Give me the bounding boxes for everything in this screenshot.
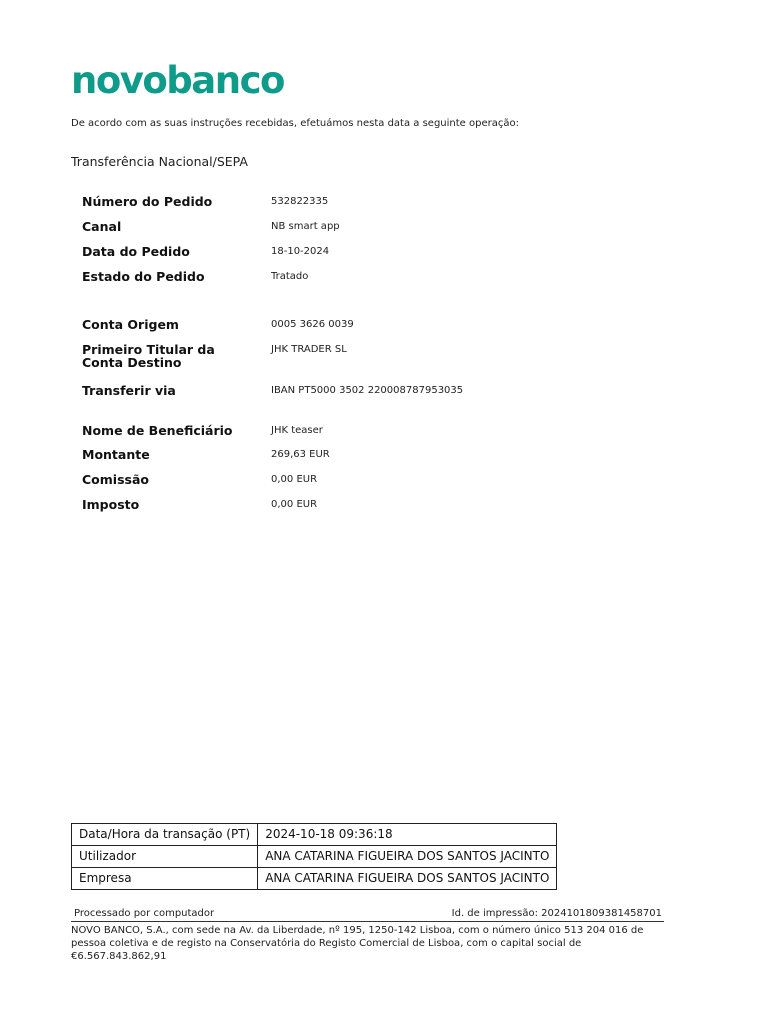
detail-label: Primeiro Titular da Conta Destino	[82, 342, 215, 370]
detail-label: Comissão	[82, 472, 149, 487]
legal-footer: NOVO BANCO, S.A., com sede na Av. da Liberdade, nº 195, 1250-142 Lisboa, com o número único 513 204 016 de pessoa coletiva e de registo na Conservatória do Registo Comercial de Lisboa, com o capital social de €6.567.843.862,91	[71, 925, 644, 962]
detail-label: Data do Pedido	[82, 244, 190, 259]
detail-value: 0,00 EUR	[271, 474, 318, 485]
detail-label: Montante	[82, 447, 150, 462]
detail-value: Tratado	[271, 271, 309, 282]
table-row	[72, 868, 557, 890]
detail-value: NB smart app	[271, 221, 340, 232]
meta-label: Empresa	[72, 868, 258, 890]
detail-value: 532822335	[271, 196, 329, 207]
detail-value: JHK TRADER SL	[271, 344, 347, 355]
detail-label: Transferir via	[82, 383, 176, 398]
detail-label: Número do Pedido	[82, 194, 213, 209]
operation-type: Transferência Nacional/SEPA	[71, 154, 248, 169]
processed-note: Processado por computador	[74, 908, 215, 919]
detail-value: JHK teaser	[271, 425, 323, 436]
intro-text: De acordo com as suas instruções recebidas, efetuámos nesta data a seguinte operação:	[71, 118, 519, 129]
table-row	[72, 846, 557, 868]
detail-label: Nome de Beneficiário	[82, 423, 233, 438]
detail-label: Conta Origem	[82, 317, 179, 332]
detail-value: IBAN PT5000 3502 220008787953035	[271, 385, 464, 396]
detail-label: Canal	[82, 219, 122, 234]
detail-value: 18-10-2024	[271, 246, 330, 257]
meta-label: Data/Hora da transação (PT)	[72, 824, 258, 846]
meta-label: Utilizador	[72, 846, 258, 868]
transaction-meta-table	[71, 823, 557, 890]
table-row	[72, 824, 557, 846]
detail-label: Imposto	[82, 497, 140, 512]
detail-value: 269,63 EUR	[271, 449, 330, 460]
meta-value: ANA CATARINA FIGUEIRA DOS SANTOS JACINTO	[258, 846, 557, 868]
detail-value: 0,00 EUR	[271, 499, 318, 510]
meta-value: 2024-10-18 09:36:18	[258, 824, 557, 846]
detail-value: 0005 3626 0039	[271, 319, 354, 330]
detail-label: Estado do Pedido	[82, 269, 205, 284]
novobanco-logo: novobanco	[71, 59, 284, 102]
meta-value: ANA CATARINA FIGUEIRA DOS SANTOS JACINTO	[258, 868, 557, 890]
footer-divider	[71, 921, 664, 922]
print-id: Id. de impressão: 2024101809381458701	[451, 908, 662, 919]
